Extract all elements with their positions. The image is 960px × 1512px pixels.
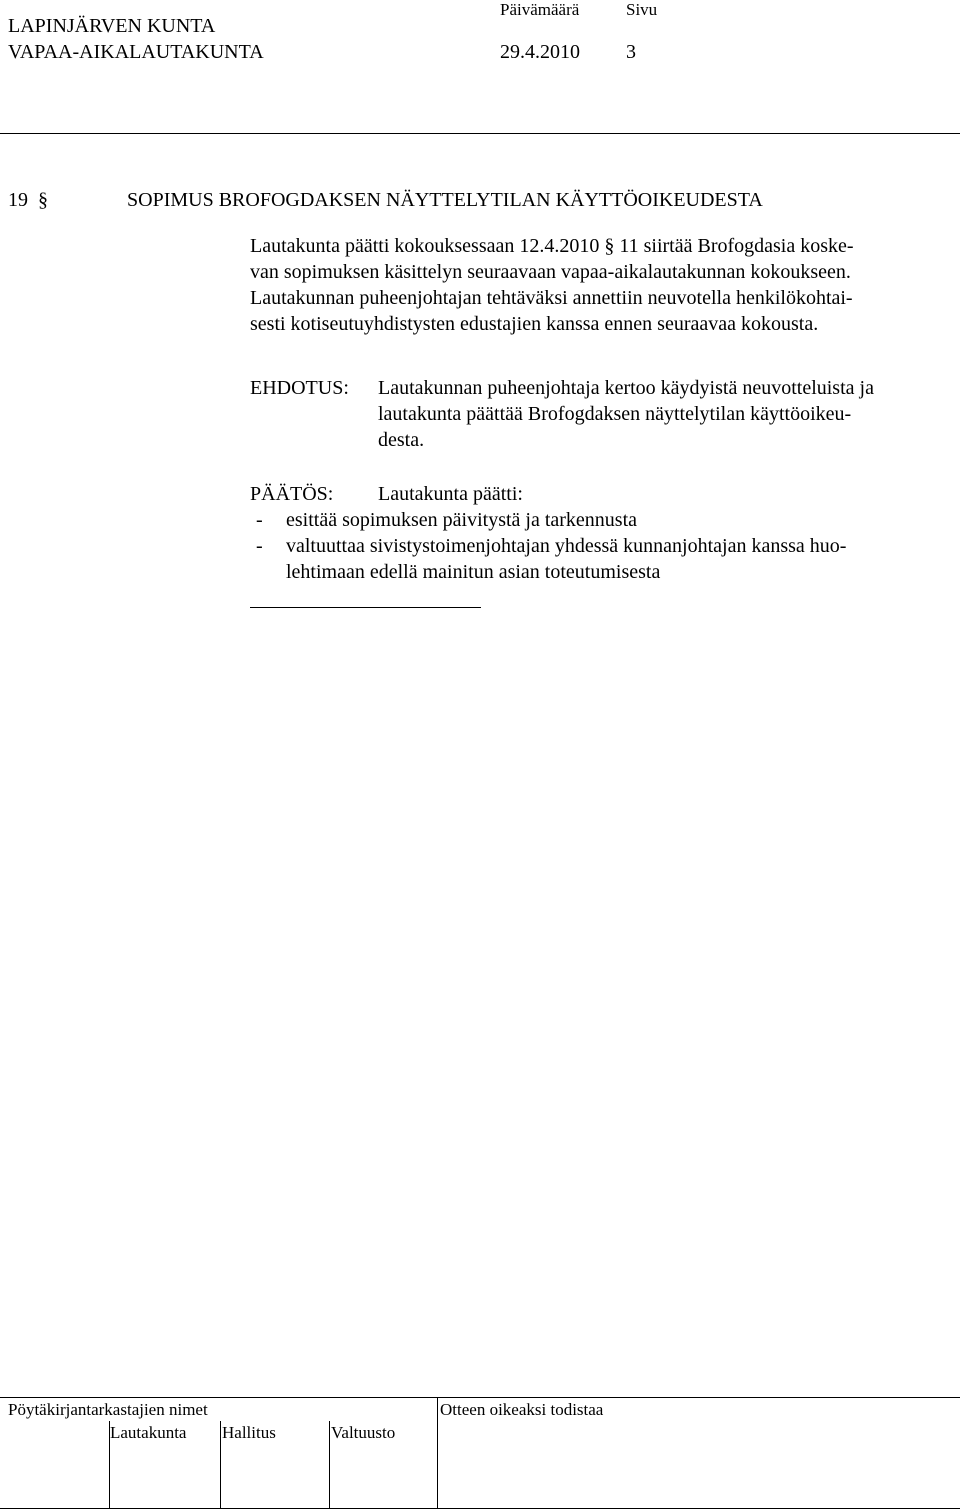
- section-symbol: §: [38, 189, 48, 211]
- footer-bottom-rule: [0, 1508, 960, 1509]
- municipality-name: LAPINJÄRVEN KUNTA: [8, 15, 216, 37]
- proposal-label: EHDOTUS:: [250, 377, 349, 399]
- item-title: SOPIMUS BROFOGDAKSEN NÄYTTELYTILAN KÄYTTÖOIKEUDESTA: [127, 189, 763, 211]
- paragraph-line: sesti kotiseutuyhdistysten edustajien kanssa ennen seuraavaa kokousta.: [250, 313, 819, 335]
- end-underline: [250, 607, 481, 608]
- header-divider: [0, 133, 960, 134]
- paragraph-line: Lautakunta päätti kokouksessaan 12.4.2010 § 11 siirtää Brofogdasia koske-: [250, 235, 854, 257]
- paragraph-line: Lautakunnan puheenjohtajan tehtäväksi annettiin neuvotella henkilökohtai-: [250, 287, 853, 309]
- footer-column-valtuusto: Valtuusto: [331, 1423, 396, 1442]
- meeting-date: 29.4.2010: [500, 41, 580, 63]
- footer-column-rule: [109, 1421, 110, 1509]
- decision-label: PÄÄTÖS:: [250, 483, 334, 505]
- footer-column-rule: [329, 1421, 330, 1509]
- decision-bullet: -: [256, 509, 263, 531]
- paragraph-line: van sopimuksen käsittelyn seuraavaan vapaa-aikalautakunnan kokoukseen.: [250, 261, 851, 283]
- decision-intro: Lautakunta päätti:: [378, 483, 523, 505]
- page-number: 3: [626, 41, 636, 63]
- proposal-text: [378, 375, 874, 453]
- reviewers-label: Pöytäkirjantarkastajien nimet: [8, 1400, 208, 1419]
- decision-item: [286, 533, 846, 585]
- footer-column-hallitus: Hallitus: [222, 1423, 276, 1442]
- certified-label: Otteen oikeaksi todistaa: [440, 1400, 604, 1419]
- decision-item: esittää sopimuksen päivitystä ja tarkennusta: [286, 509, 638, 531]
- footer-column-rule: [220, 1421, 221, 1509]
- decision-item-line: lehtimaan edellä mainitun asian toteutumisesta: [286, 561, 661, 583]
- committee-name: VAPAA-AIKALAUTAKUNTA: [8, 41, 264, 63]
- proposal-line: lautakunta päättää Brofogdaksen näyttelytilan käyttöoikeu-: [378, 403, 852, 425]
- proposal-line: Lautakunnan puheenjohtaja kertoo käydyistä neuvotteluista ja: [378, 377, 874, 399]
- paragraph: [250, 233, 854, 337]
- footer-top-rule: [0, 1397, 960, 1398]
- decision-bullet: -: [256, 535, 263, 557]
- date-label: Päivämäärä: [500, 0, 580, 19]
- page-label: Sivu: [626, 0, 658, 19]
- footer-column-lautakunta: Lautakunta: [110, 1423, 187, 1442]
- proposal-line: desta.: [378, 429, 425, 451]
- decision-item-line: valtuuttaa sivistystoimenjohtajan yhdessä kunnanjohtajan kanssa huo-: [286, 535, 847, 557]
- footer-divider: [437, 1397, 438, 1509]
- item-number: 19: [8, 189, 28, 211]
